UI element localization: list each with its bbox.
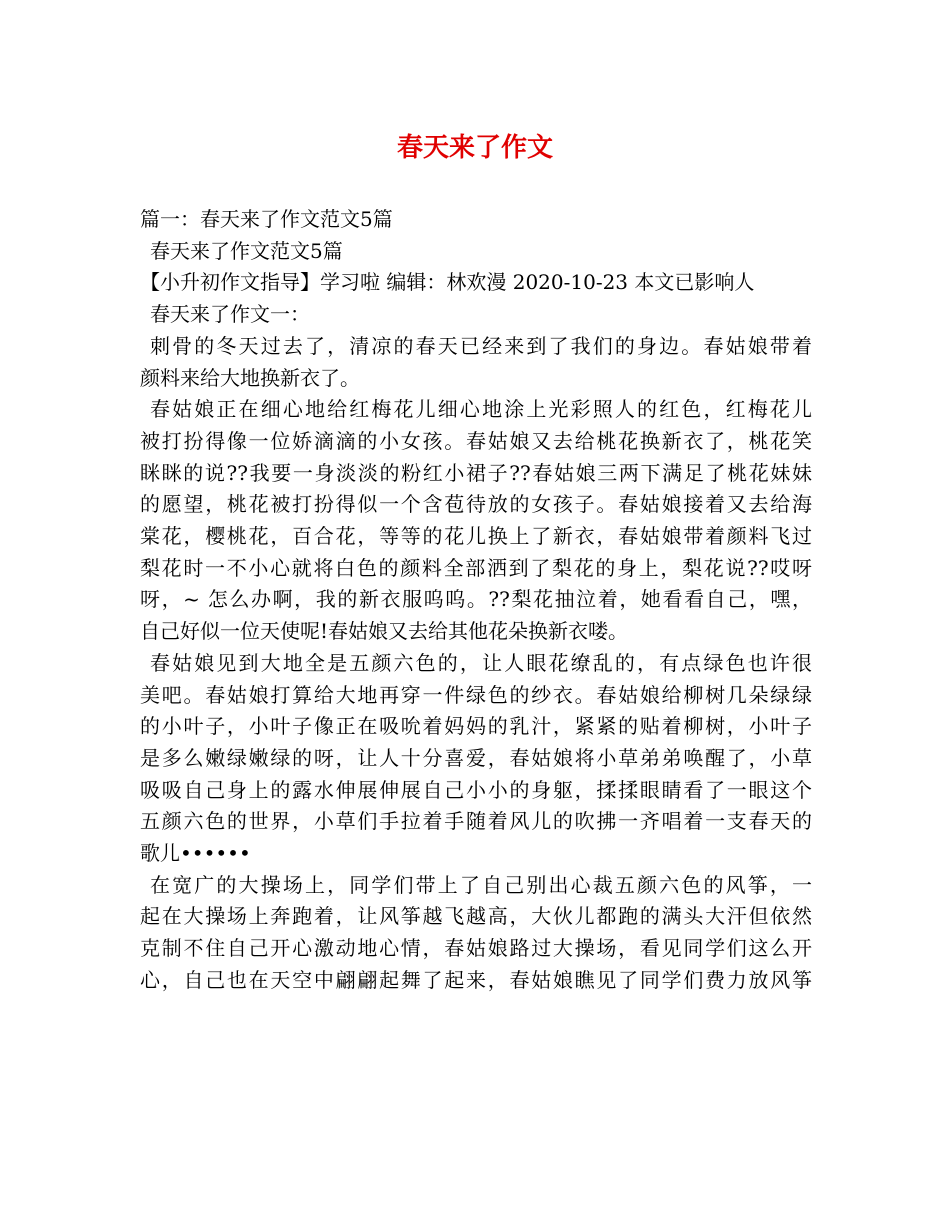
text-line: 呀，~ 怎么办啊，我的新衣服呜呜。??梨花抽泣着，她看看自己，嘿， (140, 587, 812, 612)
text-line: 美吧。春姑娘打算给大地再穿一件绿色的纱衣。春姑娘给柳树几朵绿绿 (140, 682, 812, 707)
text-line: 起在大操场上奔跑着，让风筝越飞越高，大伙儿都跑的满头大汗但依然 (140, 904, 812, 929)
text-line: 在宽广的大操场上，同学们带上了自己别出心裁五颜六色的风筝，一 (150, 872, 812, 897)
text-line: 是多么嫩绿嫩绿的呀，让人十分喜爱，春姑娘将小草弟弟唤醒了，小草 (140, 745, 812, 770)
text-line: 【小升初作文指导】学习啦 编辑：林欢漫 2020-10-23 本文已影响人 (140, 270, 755, 295)
text-line: 五颜六色的世界，小草们手拉着手随着风儿的吹拂一齐唱着一支春天的 (140, 809, 812, 834)
text-line: 棠花，樱桃花，百合花，等等的花儿换上了新衣，春姑娘带着颜料飞过 (140, 524, 812, 549)
text-line: 吸吸自己身上的露水伸展伸展自己小小的身躯，揉揉眼睛看了一眼这个 (140, 777, 812, 802)
text-line: 被打扮得像一位娇滴滴的小女孩。春姑娘又去给桃花换新衣了，桃花笑 (140, 428, 812, 453)
text-line: 春姑娘见到大地全是五颜六色的，让人眼花缭乱的，有点绿色也许很 (150, 650, 812, 675)
text-line: 歌儿•••••• (140, 841, 251, 866)
text-line: 春姑娘正在细心地给红梅花儿细心地涂上光彩照人的红色，红梅花儿 (150, 397, 812, 422)
text-line: 梨花时一不小心就将白色的颜料全部洒到了梨花的身上，梨花说??哎呀 (140, 555, 812, 580)
text-line: 心，自己也在天空中翩翩起舞了起来，春姑娘瞧见了同学们费力放风筝 (140, 967, 812, 992)
text-line: 春天来了作文范文5篇 (150, 238, 343, 263)
text-line: 自己好似一位天使呢!春姑娘又去给其他花朵换新衣喽。 (140, 619, 629, 644)
text-line: 眯眯的说??我要一身淡淡的粉红小裙子??春姑娘三两下满足了桃花妹妹 (140, 460, 812, 485)
document-title: 春天来了作文 (396, 133, 553, 163)
text-line: 的愿望，桃花被打扮得似一个含苞待放的女孩子。春姑娘接着又去给海 (140, 492, 812, 517)
document-body (140, 204, 812, 997)
text-line: 刺骨的冬天过去了，清凉的春天已经来到了我们的身边。春姑娘带着 (150, 333, 812, 358)
text-line: 篇一：春天来了作文范文5篇 (140, 207, 393, 231)
text-line: 颜料来给大地换新衣了。 (140, 365, 360, 390)
text-line: 的小叶子，小叶子像正在吸吮着妈妈的乳汁，紧紧的贴着柳树，小叶子 (140, 714, 812, 739)
text-line: 克制不住自己开心激动地心情，春姑娘路过大操场，看见同学们这么开 (140, 936, 812, 961)
text-line: 春天来了作文一： (150, 302, 310, 327)
